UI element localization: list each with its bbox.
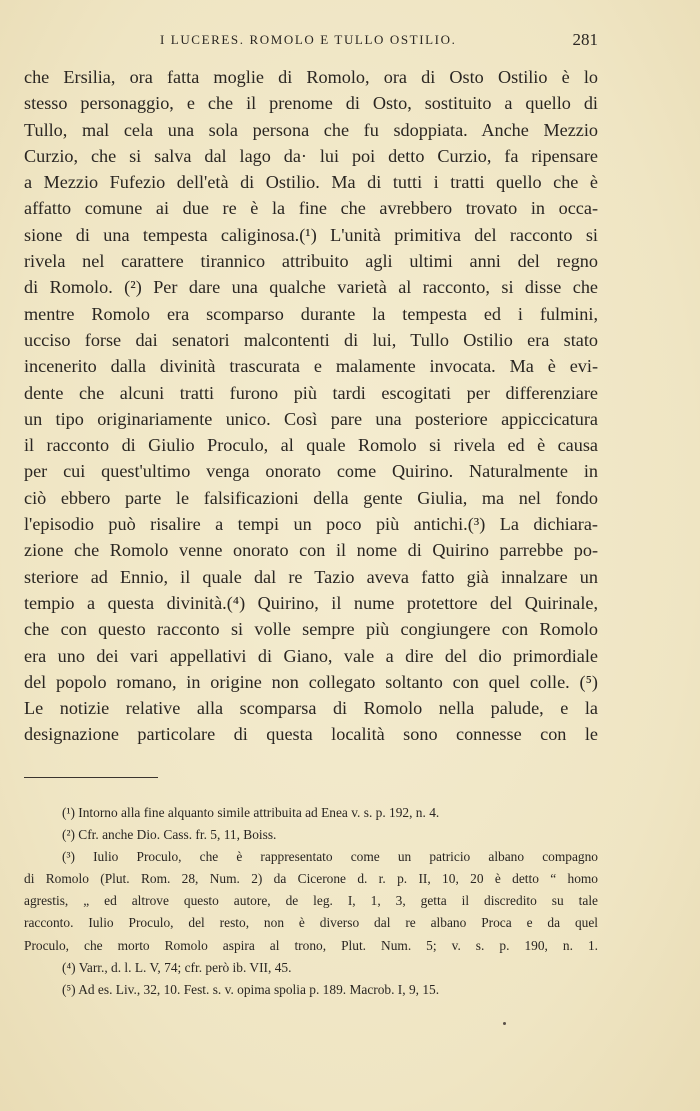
- body-line: Le notizie relative alla scomparsa di Romolo nella palude, e la: [24, 698, 598, 719]
- body-line: rivela nel carattere tirannico attribuito agli ultimi anni del regno: [24, 251, 598, 272]
- body-line: il racconto di Giulio Proculo, al quale Romolo si rivela ed è causa: [24, 435, 598, 456]
- running-title: I LUCERES. ROMOLO E TULLO OSTILIO.: [160, 32, 457, 47]
- body-line: sione di una tempesta caliginosa.(¹) L'unità primitiva del racconto si: [24, 224, 598, 245]
- body-line: mentre Romolo era scomparso durante la tempesta ed i fulmini,: [24, 303, 598, 324]
- body-line: Tullo, mal cela una sola persona che fu sdoppiata. Anche Mezzio: [24, 119, 598, 140]
- body-line: incenerito dalla divinità trascurata e malamente invocata. Ma è evi-: [24, 356, 598, 377]
- page-number: 281: [572, 30, 598, 49]
- body-line: per cui quest'ultimo venga onorato come Quirino. Naturalmente in: [24, 461, 598, 482]
- footnotes: [24, 802, 598, 1001]
- footnote-line: (⁵) Ad es. Liv., 32, 10. Fest. s. v. opima spolia p. 189. Macrob. I, 9, 15.: [62, 981, 440, 997]
- footnote-line: racconto. Iulio Proculo, del resto, non è diverso dal re albano Proca e da quel: [24, 915, 598, 931]
- body-line: l'episodio può risalire a tempi un poco più antichi.(³) La dichiara-: [24, 514, 598, 535]
- footnote-line: (¹) Intorno alla fine alquanto simile attribuita ad Enea v. s. p. 192, n. 4.: [62, 805, 440, 820]
- body-text: [24, 64, 598, 748]
- body-line: Curzio, che si salva dal lago da· lui poi detto Curzio, fa ripensare: [24, 145, 598, 166]
- footnote-line: agrestis, „ ed altrove questo autore, de leg. I, 1, 3, getta il discredito su tale: [24, 893, 598, 909]
- footnote-line: Proculo, che morto Romolo aspira al trono, Plut. Num. 5; v. s. p. 190, n. 1.: [24, 937, 598, 953]
- footnote-line: (³) Iulio Proculo, che è rappresentato come un patricio albano compagno: [62, 849, 598, 865]
- body-line: ciò ebbero parte le falsificazioni della gente Giulia, ma nel fondo: [24, 487, 598, 508]
- body-line: del popolo romano, in origine non collegato soltanto con quel colle. (⁵): [24, 671, 598, 692]
- footnote-line: di Romolo (Plut. Rom. 28, Num. 2) da Cicerone d. r. p. II, 10, 20 è detto “ homo: [24, 871, 598, 887]
- footnote-line: (⁴) Varr., d. l. L. V, 74; cfr. però ib. VII, 45.: [62, 959, 292, 975]
- body-line: zione che Romolo venne onorato con il nome di Quirino parrebbe po-: [24, 540, 598, 561]
- running-head: [0, 30, 700, 52]
- body-line: che Ersilia, ora fatta moglie di Romolo, ora di Osto Ostilio è lo: [24, 67, 598, 87]
- body-line: era uno dei vari appellativi di Giano, vale a dire del dio primordiale: [24, 645, 598, 666]
- body-line: steriore ad Ennio, il quale dal re Tazio aveva fatto già innalzare un: [24, 566, 598, 587]
- body-line: a Mezzio Fufezio dell'età di Ostilio. Ma di tutti i tratti quello che è: [24, 172, 598, 193]
- ink-speck: [503, 1022, 506, 1025]
- body-line: un tipo originariamente unico. Così pare una posteriore appiccicatura: [24, 408, 598, 429]
- body-line: dente che alcuni tratti furono più tardi escogitati per differenziare: [24, 382, 598, 403]
- body-line: affatto comune ai due re è la fine che avrebbero trovato in occa-: [24, 198, 598, 219]
- body-line: di Romolo. (²) Per dare una qualche varietà al racconto, si disse che: [24, 277, 598, 298]
- body-line: tempio a questa divinità.(⁴) Quirino, il nume protettore del Quirinale,: [24, 592, 598, 613]
- footnote-line: (²) Cfr. anche Dio. Cass. fr. 5, 11, Boiss.: [62, 827, 277, 843]
- body-line: ucciso forse dai senatori malcontenti di lui, Tullo Ostilio era stato: [24, 329, 598, 350]
- body-line: che con questo racconto si volle sempre più congiungere con Romolo: [24, 619, 598, 640]
- footnote-separator: [24, 777, 158, 778]
- body-line: stesso personaggio, e che il prenome di Osto, sostituito a quello di: [24, 93, 598, 114]
- body-line: designazione particolare di questa località sono connesse con le: [24, 724, 598, 745]
